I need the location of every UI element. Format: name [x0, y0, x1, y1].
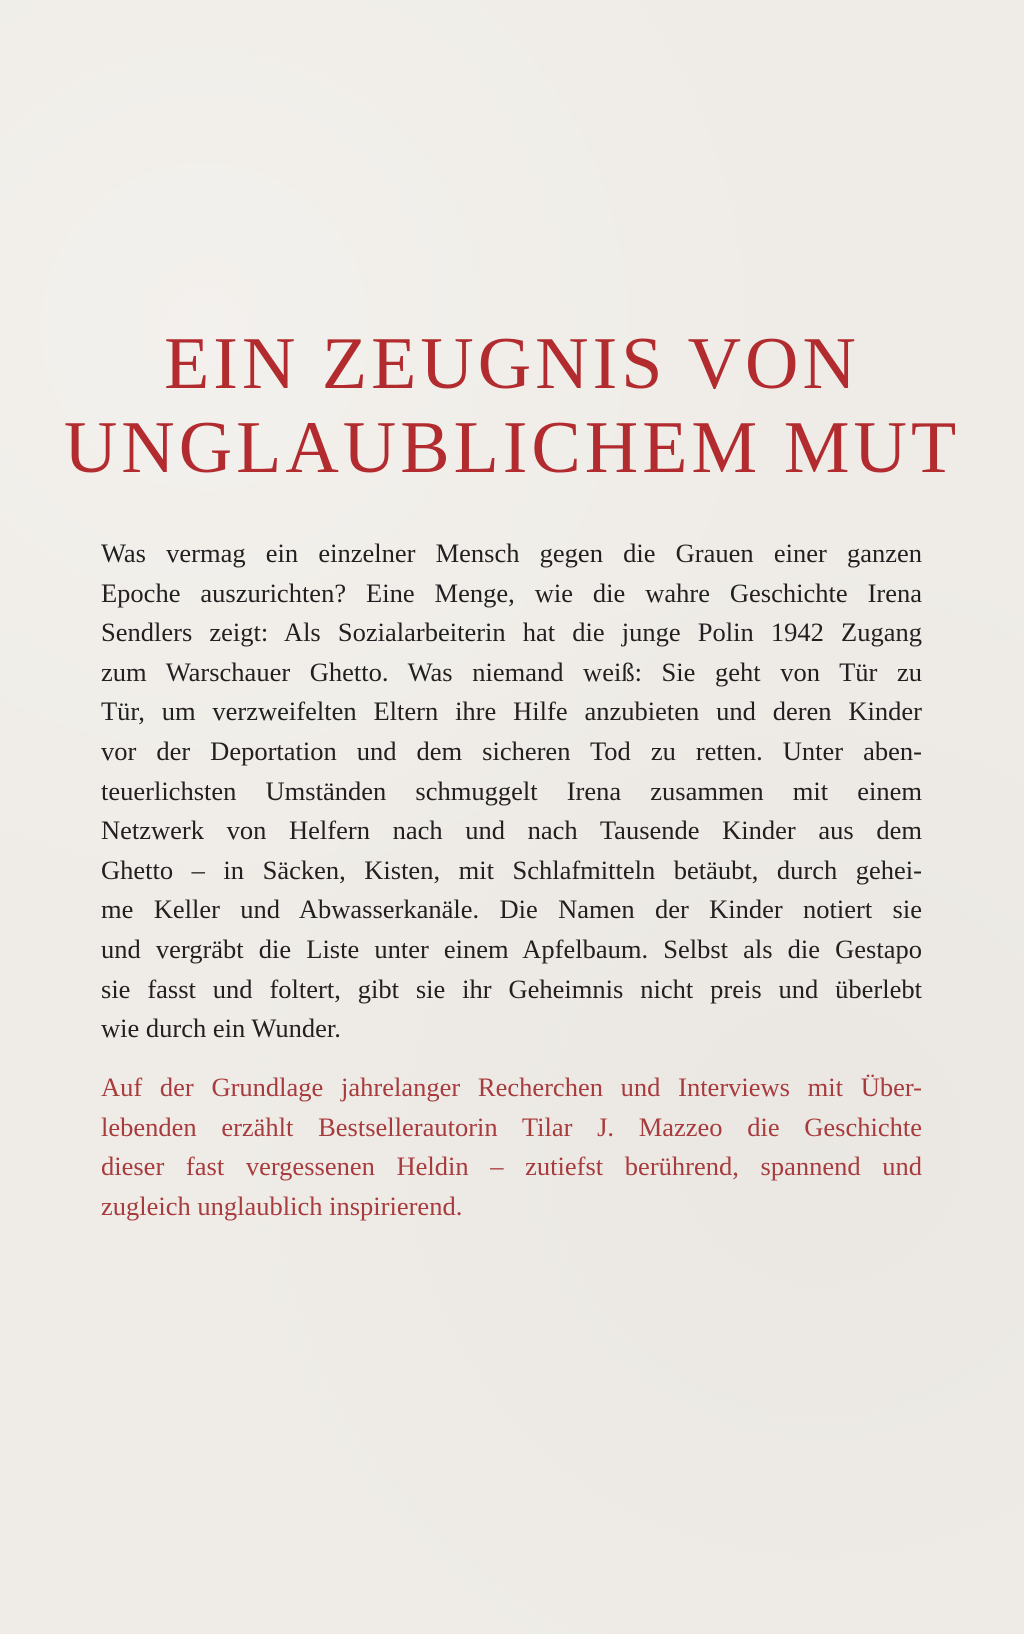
summary-line: Netzwerk von Helfern nach und nach Tausende Kinder aus dem	[101, 815, 922, 846]
title-line-2: UNGLAUBLICHEM MUT	[63, 407, 961, 489]
summary-line: und vergräbt die Liste unter einem Apfelbaum. Selbst als die Gestapo	[101, 933, 922, 964]
summary-text	[101, 534, 922, 1049]
highlight-line: dieser fast vergessenen Heldin – zutiefst berührend, spannend und	[101, 1151, 922, 1182]
summary-line: Was vermag ein einzelner Mensch gegen die Grauen einer ganzen	[101, 538, 922, 568]
cover-title	[0, 322, 1024, 490]
summary-line: Tür, um verzweifelten Eltern ihre Hilfe anzubieten und deren Kinder	[101, 696, 922, 727]
summary-line: zum Warschauer Ghetto. Was niemand weiß: Sie geht von Tür zu	[101, 656, 922, 687]
highlight-text	[101, 1068, 922, 1226]
highlight-line: Auf der Grundlage jahrelanger Recherchen und Interviews mit Über-	[101, 1072, 922, 1102]
highlight-line: zugleich unglaublich inspirierend.	[101, 1190, 463, 1221]
summary-line: Sendlers zeigt: Als Sozialarbeiterin hat die junge Polin 1942 Zugang	[101, 617, 922, 648]
title-line-1: EIN ZEUGNIS VON	[164, 323, 860, 405]
summary-line: vor der Deportation und dem sicheren Tod zu retten. Unter aben-	[101, 735, 922, 766]
highlight-line: lebenden erzählt Bestsellerautorin Tilar J. Mazzeo die Geschichte	[101, 1111, 922, 1142]
summary-line: me Keller und Abwasserkanäle. Die Namen der Kinder notiert sie	[101, 894, 922, 925]
summary-line: sie fasst und foltert, gibt sie ihr Geheimnis nicht preis und überlebt	[101, 973, 922, 1004]
summary-line: teuerlichsten Umständen schmuggelt Irena zusammen mit einem	[101, 775, 922, 806]
summary-line: wie durch ein Wunder.	[101, 1013, 341, 1044]
summary-line: Ghetto – in Säcken, Kisten, mit Schlafmitteln betäubt, durch gehei-	[101, 854, 922, 885]
summary-line: Epoche auszurichten? Eine Menge, wie die wahre Geschichte Irena	[101, 577, 922, 608]
